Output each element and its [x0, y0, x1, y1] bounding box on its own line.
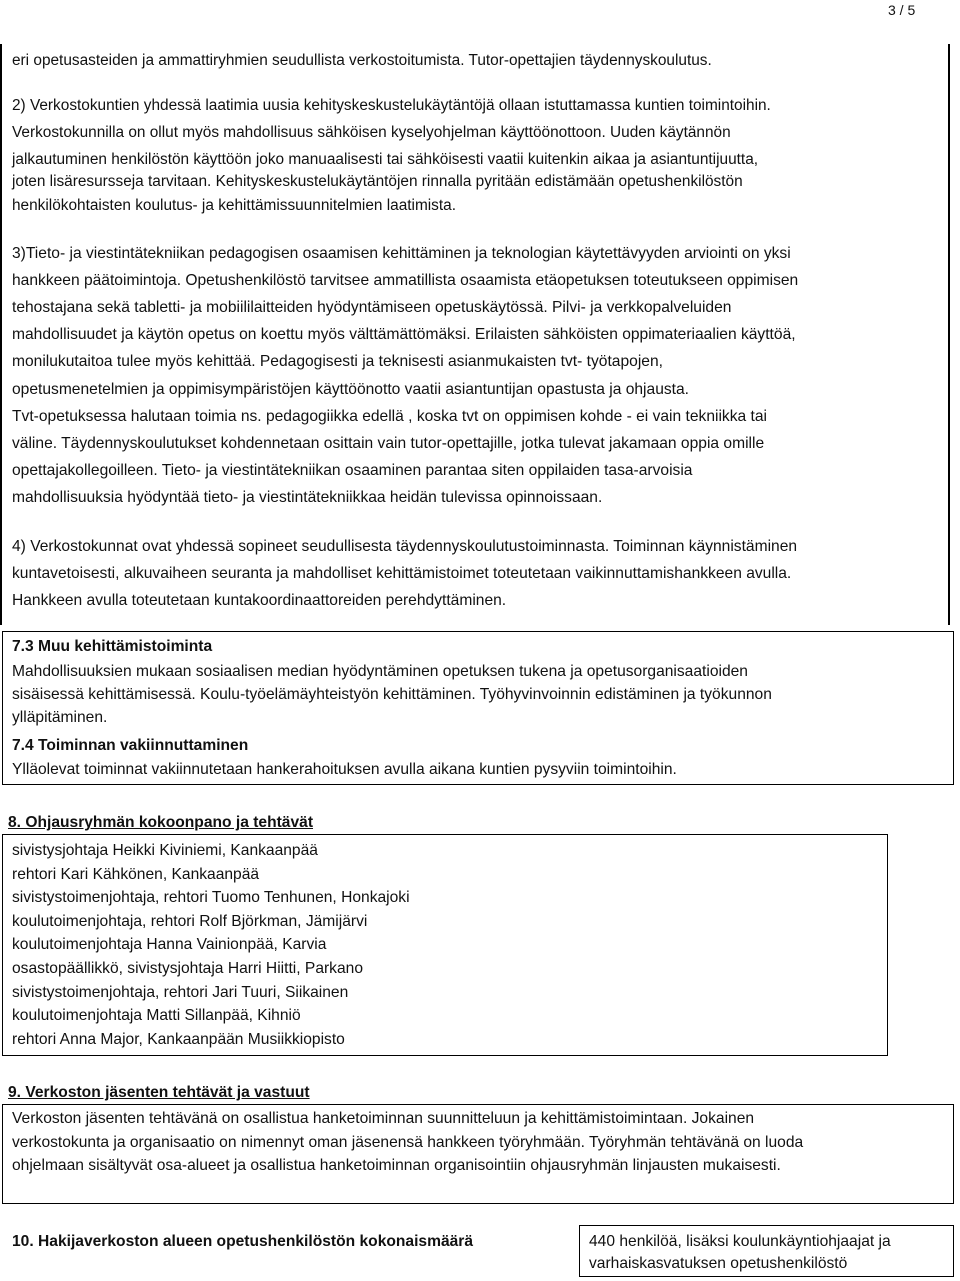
paragraph-line: jalkautuminen henkilöstön käyttöön joko manuaalisesti tai sähköisesti vaatii kuitenkin aikaa ja asiantuntijuutta,	[12, 151, 759, 168]
paragraph-line	[12, 172, 743, 192]
paragraph-line: Tvt-opetuksessa halutaan toimia ns. pedagogiikka edellä , koska tvt on oppimisen kohde - ei vain tekniikka tai	[12, 408, 767, 425]
member-line: sivistystoimenjohtaja, rehtori Jari Tuuri, Siikainen	[12, 984, 349, 1001]
member-line: koulutoimenjohtaja Matti Sillanpää, Kihniö	[12, 1007, 301, 1024]
staff-count-line: 440 henkilöä, lisäksi koulunkäyntiohjaajat ja	[589, 1233, 891, 1250]
member-line: koulutoimenjohtaja Hanna Vainionpää, Karvia	[12, 936, 327, 953]
member-line: rehtori Anna Major, Kankaanpään Musiikkiopisto	[12, 1031, 345, 1048]
section-10-title: 10. Hakijaverkoston alueen opetushenkilöstön kokonaismäärä	[12, 1233, 474, 1250]
member-line: rehtori Kari Kähkönen, Kankaanpää	[12, 866, 260, 883]
member-line: sivistystoimenjohtaja, rehtori Tuomo Tenhunen, Honkajoki	[12, 889, 410, 906]
staff-count-box	[579, 1225, 954, 1277]
section-9-title: 9. Verkoston jäsenten tehtävät ja vastuut	[8, 1084, 310, 1101]
paragraph-line: mahdollisuuksia hyödyntää tieto- ja viestintätekniikkaa heidän tulevissa opinnoissaan.	[12, 489, 603, 506]
paragraph-line: hankkeen päätoimintoja. Opetushenkilöstö tarvitsee ammatillista osaamista etäopetuksen toteutukseen oppimisen	[12, 272, 799, 289]
page-number: 3 / 5	[888, 2, 916, 18]
paragraph-line: sisäisessä kehittämisessä. Koulu-työelämäyhteistyön kehittäminen. Työhyvinvoinnin edistäminen ja työkunnon	[12, 686, 772, 703]
member-line: sivistysjohtaja Heikki Kiviniemi, Kankaanpää	[12, 842, 318, 859]
paragraph-segment: Uuden käytännön	[610, 124, 731, 141]
paragraph-line	[12, 123, 731, 143]
paragraph-line: ohjelmaan sisältyvät osa-alueet ja osallistua hanketoiminnan organisointiin ohjausryhmän linjausten mukaisesti.	[12, 1157, 781, 1174]
paragraph-line: 4) Verkostokunnat ovat yhdessä sopineet seudullisesta täydennyskoulutustoiminnasta. Toiminnan käynnistäminen	[12, 538, 798, 555]
paragraph-line: 3)Tieto- ja viestintätekniikan pedagogisen osaamisen kehittäminen ja teknologian käytettävyyden arviointi on yksi	[12, 245, 791, 262]
member-line: koulutoimenjohtaja, rehtori Rolf Björkman, Jämijärvi	[12, 913, 368, 930]
paragraph-line: henkilökohtaisten koulutus- ja kehittämissuunnitelmien laatimista.	[12, 197, 456, 214]
paragraph-line: monilukutaitoa tulee myös kehittää. Pedagogisesti ja teknisesti asianmukaisten tvt- työtapojen,	[12, 353, 663, 370]
paragraph-line: Hankkeen avulla toteutetaan kuntakoordinaattoreiden perehdyttäminen.	[12, 592, 507, 609]
paragraph-line: kuntavetoisesti, alkuvaiheen seuranta ja mahdolliset kehittämistoimet toteutetaan vaikinnuttamishankkeen avulla.	[12, 565, 792, 582]
paragraph-line: tehostajana sekä tabletti- ja mobiililaitteiden hyödyntämiseen opetuskäytössä. Pilvi- ja verkkopalveluiden	[12, 299, 732, 316]
paragraph-line: Mahdollisuuksien mukaan sosiaalisen median hyödyntäminen opetuksen tukena ja opetusorganisaatioiden	[12, 663, 748, 680]
paragraph-line: verkostokunta ja organisaatio on nimennyt oman jäsenensä hankkeen työryhmään. Työryhmän tehtävänä on luoda	[12, 1134, 804, 1151]
paragraph-line: opetusmenetelmien ja oppimisympäristöjen käyttöönotto vaatii asiantuntijan opastusta ja ohjausta.	[12, 381, 689, 398]
paragraph-line: eri opetusasteiden ja ammattiryhmien seudullista verkostoitumista. Tutor-opettajien täydennyskoulutus.	[12, 52, 712, 69]
paragraph-segment: Kehityskeskustelukäytäntöjen rinnalla pyritään edistämään opetushenkilöstön	[215, 173, 743, 190]
section-8-title: 8. Ohjausryhmän kokoonpano ja tehtävät	[8, 814, 314, 831]
paragraph-line: opettajakollegoilleen. Tieto- ja viestintätekniikan osaaminen parantaa siten oppilaiden tasa-arvoisia	[12, 462, 693, 479]
section-7-3-title: 7.3 Muu kehittämistoiminta	[12, 638, 213, 655]
member-line: osastopäällikkö, sivistysjohtaja Harri Hiitti, Parkano	[12, 960, 363, 977]
staff-count-line: varhaiskasvatuksen opetushenkilöstö	[589, 1255, 848, 1272]
paragraph-line: 2) Verkostokuntien yhdessä laatimia uusia kehityskeskustelukäytäntöjä ollaan istuttamassa kuntien toimintoihin.	[12, 97, 771, 114]
section-7-4-title: 7.4 Toiminnan vakiinnuttaminen	[12, 737, 249, 754]
paragraph-line: väline. Täydennyskoulutukset kohdennetaan osittain vain tutor-opettajille, jotka tulevat jakamaan oppia omille	[12, 435, 765, 452]
paragraph-line: mahdollisuudet ja käytön opetus on koettu myös välttämättömäksi. Erilaisten sähköisten oppimateriaalien käyttöä,	[12, 326, 796, 343]
paragraph-line: Ylläolevat toiminnat vakiinnutetaan hankerahoituksen avulla aikana kuntien pysyviin toimintoihin.	[12, 761, 677, 778]
paragraph-line: ylläpitäminen.	[12, 709, 108, 726]
paragraph-segment: Verkostokunnilla on ollut myös mahdollisuus sähköisen kyselyohjelman käyttöönottoon.	[12, 124, 606, 141]
paragraph-line: Verkoston jäsenten tehtävänä on osallistua hanketoiminnan suunnitteluun ja kehittämistoimintaan. Jokainen	[12, 1110, 755, 1127]
paragraph-segment: joten lisäresursseja tarvitaan.	[12, 173, 212, 190]
